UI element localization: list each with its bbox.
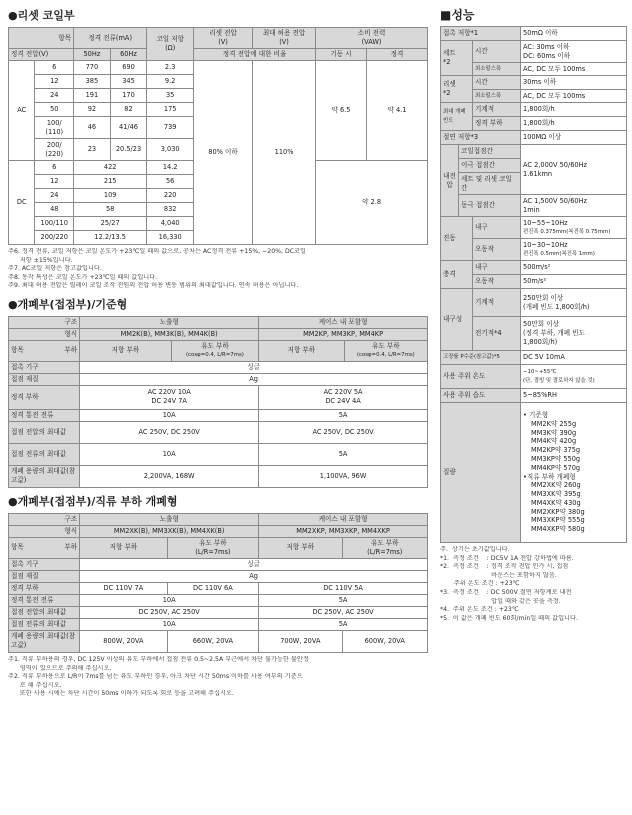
- hz50-header: 50Hz: [74, 49, 111, 61]
- capacity-a1: 800W, 20VA: [80, 630, 167, 652]
- capacity-b: 1,100VA, 96W: [259, 465, 428, 487]
- mech-life-value: 250만회 이상 (개폐 빈도 1,800회/h): [521, 289, 627, 317]
- note-line: 영역이 있으므로 주의해 주십시오.: [8, 664, 112, 672]
- rated-current-b: 5A: [259, 409, 428, 421]
- max-voltage-b: AC 250V, DC 250V: [259, 421, 428, 443]
- weight-item: MM3XKP약 555g: [531, 516, 585, 525]
- reset-voltage-header: [194, 28, 253, 49]
- coil-res-label: 코일 저항: [156, 35, 184, 43]
- ac-coil-resistance: 2.3: [147, 61, 194, 75]
- contact-material-value: Ag: [80, 373, 428, 385]
- shock-durable-label: 내구: [473, 261, 521, 275]
- contact-mechanism-value: 싱글: [80, 361, 428, 373]
- rated-load-b: AC 220V 5A DC 24V 4A: [259, 385, 428, 409]
- dc-current: 58: [74, 203, 147, 217]
- hz60-header: 60Hz: [110, 49, 147, 61]
- max-v-label: 최대 허용 전압: [262, 29, 306, 37]
- res-load-a: 저항 부하: [80, 340, 172, 361]
- reset-pulse-value: AC, DC 모두 100ms: [521, 90, 627, 103]
- ind-load-cond: (L/R=7ms): [367, 547, 403, 556]
- load-freq-label: 정격 부하: [473, 117, 521, 131]
- failure-rate-label: 고장률 P수준(참고값)*5: [441, 351, 521, 365]
- ac-coil-resistance: 739: [147, 117, 194, 139]
- dc-rated-voltage: 24: [35, 189, 74, 203]
- model-exposed: MM2XK(B), MM3XK(B), MM4XK(B): [80, 525, 259, 537]
- dc-rated-voltage: 100/110: [35, 217, 74, 231]
- ind-load-cond: (cosφ=0.4, L/R=7ms): [356, 351, 415, 358]
- max-voltage-b: DC 250V, AC 250V: [259, 606, 428, 618]
- dc-coil-resistance: 4,040: [147, 217, 194, 231]
- set-time-value: AC: 30ms 이하 DC: 60ms 이하: [521, 41, 627, 63]
- dc-current: 25/27: [74, 217, 147, 231]
- life-label: 내구성: [441, 289, 473, 351]
- set-note: *2: [443, 58, 451, 66]
- capacity-a2: 660W, 20VA: [167, 630, 259, 652]
- vib-durable-label: 내구: [473, 217, 521, 239]
- exposed-type-header: 노출형: [80, 513, 259, 525]
- coil-res-unit: (Ω): [165, 44, 176, 52]
- contact-notes: [8, 656, 428, 699]
- vib-mal-sub: 편진폭 0.5mm(복진폭 1mm): [523, 250, 595, 257]
- note-line: *3. 측정 조건 : DC 500V 절연 저항계로 내전: [440, 588, 572, 596]
- model-case: MM2KP, MM3KP, MM4KP: [259, 328, 428, 340]
- item-load-header: [9, 537, 80, 558]
- max-voltage-pct: 110%: [253, 61, 316, 245]
- res-load-b: 저항 부하: [259, 537, 342, 558]
- note-line: 또한 사용 시에는 차단 시간이 50ms 이하가 되도록 회로 등을 고려해 주십시오.: [8, 690, 234, 698]
- reset-pulse-label: 최소펄스폭: [473, 90, 521, 103]
- weight-value: [521, 403, 627, 543]
- ind-load-label: 유도 부하: [370, 538, 399, 547]
- note-line: *5. 이 값은 개폐 빈도 60회/min일 때의 값입니다.: [440, 614, 578, 622]
- ac-current-50hz: 23: [74, 139, 111, 161]
- dc-coil-resistance: 16,330: [147, 231, 194, 245]
- weight-label: 질량: [441, 403, 521, 543]
- same-pole-label: 동극 접점간: [459, 195, 521, 217]
- max-current-label: 접점 전류의 최대값: [9, 618, 80, 630]
- set-pulse-label: 최소펄스폭: [473, 63, 521, 76]
- exposed-type-header: 노출형: [80, 316, 259, 328]
- max-voltage-label: 접점 전압의 최대값: [9, 606, 80, 618]
- rated-header: 정격: [366, 49, 427, 61]
- ac-current-50hz: 92: [74, 103, 111, 117]
- max-voltage-header: [253, 28, 316, 49]
- weight-item: MM2XK약 260g: [531, 481, 581, 490]
- res-load-b: 저항 부하: [259, 340, 344, 361]
- dc-label: DC: [9, 161, 35, 245]
- rated-current-header: 정격 전류(mA): [74, 28, 147, 49]
- set-time-label: 시간: [473, 41, 521, 63]
- weight-item: MM4K약 420g: [531, 437, 577, 446]
- ac-current-50hz: 770: [74, 61, 111, 75]
- max-current-a: 10A: [80, 618, 259, 630]
- ind-load-a: [167, 537, 259, 558]
- contact-material-label: 접점 재질: [9, 373, 80, 385]
- structure-label: 구조: [9, 513, 80, 525]
- temp-label: 사용 주위 온도: [441, 365, 521, 389]
- humidity-value: 5~85%RH: [521, 389, 627, 403]
- max-current-a: 10A: [80, 443, 259, 465]
- rated-current-b: 5A: [259, 594, 428, 606]
- ac-power-rated: 약 4.1: [366, 61, 427, 161]
- ac-current-60hz: 82: [110, 103, 147, 117]
- reset-label: [441, 76, 473, 103]
- coil-section-title: ●리셋 코일부: [8, 9, 75, 22]
- dc-coil-resistance: 14.2: [147, 161, 194, 175]
- contact-mechanism-label: 접촉 기구: [9, 558, 80, 570]
- ac-current-50hz: 385: [74, 75, 111, 89]
- note-line: *2. 측정 조건 : 정격 조작 전압 인가 시, 접점: [440, 563, 569, 571]
- mech-freq-value: 1,800회/h: [521, 103, 627, 117]
- ind-load-cond: (L/R=7ms): [195, 547, 231, 556]
- set-reset-coil-label: 세트 및 리셋 코일간: [459, 173, 521, 195]
- dc-coil-resistance: 832: [147, 203, 194, 217]
- note-line: 로 해 주십시오.: [8, 681, 62, 689]
- structure-label: 구조: [9, 316, 80, 328]
- humidity-label: 사용 주위 습도: [441, 389, 521, 403]
- item-label: 항목: [11, 543, 24, 552]
- shock-mal-label: 오동작: [473, 275, 521, 289]
- dc-rated-voltage: 200/220: [35, 231, 74, 245]
- mech-freq-label: 기계적: [473, 103, 521, 117]
- max-current-label: 접점 전류의 최대값: [9, 443, 80, 465]
- note-line: 주. 상기는 초기값입니다.: [440, 546, 510, 553]
- note-line: 주7. AC코일 저항은 참고값입니다.: [8, 265, 102, 273]
- rated-load-a1: DC 110V 7A: [80, 582, 167, 594]
- reset-v-unit: (V): [218, 38, 228, 46]
- coil-contact-label: 코일접점간: [459, 145, 521, 159]
- case-type-header: 케이스 내 포함형: [259, 513, 428, 525]
- rated-voltage-header: 정격 전압(V): [9, 49, 74, 61]
- weight-item: MM4XKP약 580g: [531, 525, 585, 534]
- set-pulse-value: AC, DC 모두 100ms: [521, 63, 627, 76]
- contact-dc-title: ●개폐부(접점부)/직류 부하 개폐형: [8, 494, 178, 508]
- elec-life-value: 50만회 이상 (정격 부하, 개폐 빈도 1,800회/h): [521, 317, 627, 351]
- model-case: MM2XKP, MM3XKP, MM4XKP: [259, 525, 428, 537]
- capacity-label: 개폐 용량의 최대값(참고값): [9, 465, 80, 487]
- rated-current-a: 10A: [80, 409, 259, 421]
- coil-item-header: 항목: [9, 28, 74, 49]
- weight-item: • 기준형: [523, 410, 549, 419]
- case-type-header: 케이스 내 포함형: [259, 316, 428, 328]
- ind-load-label: 유도 부하: [201, 341, 229, 350]
- type-label: 형식: [9, 525, 80, 537]
- rated-current-a: 10A: [80, 594, 259, 606]
- dc-current: 12.2/13.5: [74, 231, 147, 245]
- withstand-value-2: AC 1,500V 50/60Hz 1min: [521, 195, 627, 217]
- rated-load-a: AC 220V 10A DC 24V 7A: [80, 385, 259, 409]
- performance-table: [440, 26, 627, 543]
- dc-rated-voltage: 12: [35, 175, 74, 189]
- weight-item: MM3K약 390g: [531, 428, 577, 437]
- max-voltage-a: DC 250V, AC 250V: [80, 606, 259, 618]
- rated-load-label: 정격 부하: [9, 582, 80, 594]
- performance-notes: [440, 546, 626, 623]
- ac-label: AC: [9, 61, 35, 161]
- performance-title: ■성능: [440, 8, 475, 22]
- vib-mal-label: 오동작: [473, 239, 521, 261]
- load-label: 부하: [64, 346, 78, 355]
- set-text: 세트: [443, 49, 456, 57]
- note-line: 주9. 최대 허용 전압은 릴레이 코일 조작 전원의 전압 허용 변동 범위의 최대값입니다. 연속 허용은 아닙니다.: [8, 282, 299, 290]
- rated-load-label: 정격 부하: [9, 385, 80, 409]
- contact-mechanism-label: 접촉 기구: [9, 361, 80, 373]
- note-line: 주8. 동작 특성은 코일 온도가 +23℃일 때의 값입니다.: [8, 273, 158, 281]
- ac-current-60hz: 690: [110, 61, 147, 75]
- ind-load-b: [344, 340, 427, 361]
- capacity-b2: 600W, 20VA: [342, 630, 427, 652]
- weight-list: [523, 411, 624, 534]
- max-freq-label: 최대 개폐 빈도: [441, 103, 473, 131]
- ac-current-60hz: 20.5/23: [110, 139, 147, 161]
- weight-item: MM2XKP약 380g: [531, 507, 585, 516]
- ac-rated-voltage: 12: [35, 75, 74, 89]
- coil-resistance-header: [147, 28, 194, 61]
- reset-time-value: 30ms 이하: [521, 76, 627, 90]
- dc-coil-resistance: 56: [147, 175, 194, 189]
- ac-rated-voltage: 24: [35, 89, 74, 103]
- power-label: 소비 전력: [357, 29, 386, 37]
- ac-current-60hz: 170: [110, 89, 147, 103]
- withstand-value-1: AC 2,000V 50/60Hz 1.61kmn: [521, 145, 627, 195]
- elec-life-label: 전기적*4: [473, 317, 521, 351]
- dc-rated-voltage: 48: [35, 203, 74, 217]
- load-freq-value: 1,800회/h: [521, 117, 627, 131]
- withstand-label: 내전압: [441, 145, 459, 217]
- dc-rated-voltage: 6: [35, 161, 74, 175]
- vib-dur-main: 10~55~10Hz: [523, 218, 568, 227]
- rated-load-a2: DC 110V 6A: [167, 582, 259, 594]
- ac-rated-voltage: 6: [35, 61, 74, 75]
- rated-load-b: DC 110V 5A: [259, 582, 428, 594]
- insulation-value: 100MΩ 이상: [521, 131, 627, 145]
- item-load-header: [9, 340, 80, 361]
- type-label: 형식: [9, 328, 80, 340]
- weight-item: MM2KP약 375g: [531, 446, 581, 455]
- shock-label: 충격: [441, 261, 473, 289]
- weight-item: MM3XK약 395g: [531, 490, 581, 499]
- capacity-b1: 700W, 20VA: [259, 630, 342, 652]
- coil-table: [8, 27, 428, 245]
- rated-current-label: 정격 통전 전류: [9, 409, 80, 421]
- res-load-a: 저항 부하: [80, 537, 167, 558]
- note-line: *4. 주위 온도 조건 : +23℃: [440, 606, 519, 614]
- capacity-a: 2,200VA, 168W: [80, 465, 259, 487]
- load-label: 부하: [64, 543, 78, 552]
- ac-current-60hz: 41/46: [110, 117, 147, 139]
- contact-res-label: 접촉 저항*1: [441, 27, 521, 41]
- diff-pole-label: 이극 접점간: [459, 159, 521, 173]
- weight-item: MM3KP약 550g: [531, 454, 581, 463]
- item-label: 항목: [11, 346, 24, 355]
- note-line: 바운스는 포함하지 않음.: [440, 571, 557, 579]
- shock-durable-value: 500m/s²: [521, 261, 627, 275]
- ac-current-50hz: 191: [74, 89, 111, 103]
- contact-mechanism-value: 싱글: [80, 558, 428, 570]
- ac-coil-resistance: 3,030: [147, 139, 194, 161]
- ratio-header: 정격 전압에 대한 비율: [194, 49, 316, 61]
- capacity-label: 개폐 용량의 최대값(참고값): [9, 630, 80, 652]
- dc-current: 215: [74, 175, 147, 189]
- dc-current: 422: [74, 161, 147, 175]
- contact-standard-title: ●개폐부(접점부)/기준형: [8, 297, 128, 311]
- failure-rate-value: DC 5V 10mA: [521, 351, 627, 365]
- dc-current: 109: [74, 189, 147, 203]
- insulation-label: 절연 저항*3: [441, 131, 521, 145]
- shock-mal-value: 50m/s²: [521, 275, 627, 289]
- note-line: 압일 때와 같은 곳을 측정.: [440, 597, 561, 605]
- reset-voltage-pct: 80% 이하: [194, 61, 253, 245]
- weight-item: MM4KP약 570g: [531, 463, 581, 472]
- mech-life-label: 기계적: [473, 289, 521, 317]
- ac-coil-resistance: 175: [147, 103, 194, 117]
- vib-durable-value: [521, 217, 627, 239]
- note-line: 저항 ±15%입니다.: [8, 256, 73, 264]
- weight-item: MM4XK약 430g: [531, 498, 581, 507]
- note-line: 주2. 직류 부하용으로 L/R이 7ms를 넘는 유도 부하인 경우, 아크 차단 시간 50ms 이하를 사용 여부의 기준으: [8, 673, 303, 681]
- table-row: [9, 61, 428, 75]
- dc-power: 약 2.8: [316, 161, 428, 245]
- ind-load-cond: (cosφ=0.4, L/R=7ms): [185, 351, 244, 358]
- ac-rated-voltage: 50: [35, 103, 74, 117]
- max-current-b: 5A: [259, 443, 428, 465]
- ind-load-label: 유도 부하: [372, 341, 400, 350]
- vib-mal-main: 10~30~10Hz: [523, 240, 568, 249]
- max-v-unit: (V): [279, 38, 289, 46]
- ind-load-b: [342, 537, 427, 558]
- contact-material-label: 접점 재질: [9, 570, 80, 582]
- model-exposed: MM2K(B), MM3K(B), MM4K(B): [80, 328, 259, 340]
- note-line: *1. 측정 조건 : DC5V 1A 전압 강하법에 따름.: [440, 554, 574, 562]
- vibration-label: 진동: [441, 217, 473, 261]
- max-current-b: 5A: [259, 618, 428, 630]
- weight-item: MM2K약 255g: [531, 419, 577, 428]
- ac-rated-voltage: 200/ (220): [35, 139, 74, 161]
- weight-item: •직류 부하 개폐형: [523, 472, 576, 481]
- temp-value: −10~+55℃ (단, 결빙 및 결로하지 않을 것): [521, 365, 627, 389]
- rated-current-label: 정격 통전 전류: [9, 594, 80, 606]
- ac-current-50hz: 46: [74, 117, 111, 139]
- max-voltage-label: 접점 전압의 최대값: [9, 421, 80, 443]
- reset-time-label: 시간: [473, 76, 521, 90]
- contact-dc-table: [8, 513, 428, 653]
- vib-dur-sub: 편진폭 0.375mm(복진폭 0.75mm): [523, 228, 611, 235]
- start-header: 기동 시: [316, 49, 367, 61]
- ac-power-start: 약 6.5: [316, 61, 367, 161]
- vib-mal-value: [521, 239, 627, 261]
- power-unit: (VAW): [361, 38, 382, 46]
- reset-note: *2: [443, 89, 451, 97]
- reset-text: 리셋: [443, 80, 456, 88]
- ac-rated-voltage: 100/ (110): [35, 117, 74, 139]
- max-voltage-a: AC 250V, DC 250V: [80, 421, 259, 443]
- set-label: [441, 41, 473, 76]
- ind-load-a: [171, 340, 258, 361]
- dc-coil-resistance: 220: [147, 189, 194, 203]
- contact-standard-table: [8, 316, 428, 488]
- contact-res-value: 50mΩ 이하: [521, 27, 627, 41]
- note-line: 주위 온도 조건 : +23℃: [440, 580, 520, 588]
- ac-current-60hz: 345: [110, 75, 147, 89]
- contact-material-value: Ag: [80, 570, 428, 582]
- ind-load-label: 유도 부하: [199, 538, 227, 547]
- ac-coil-resistance: 35: [147, 89, 194, 103]
- note-line: 주6. 정격 전류, 코일 저항은 코일 온도가 +23℃일 때의 값으로, 공차는 AC정격 전류 +15%, −20%, DC코일: [8, 248, 306, 255]
- coil-notes: [8, 248, 428, 291]
- power-header: [316, 28, 428, 49]
- note-line: 주1. 직류 부하용의 경우, DC 125V 이상의 유도 부하에서 접점 전류 0.5~2.5A 부근에서 차단 불가능한 불안정: [8, 655, 309, 663]
- ac-coil-resistance: 9.2: [147, 75, 194, 89]
- reset-v-label: 리셋 전압: [209, 29, 237, 37]
